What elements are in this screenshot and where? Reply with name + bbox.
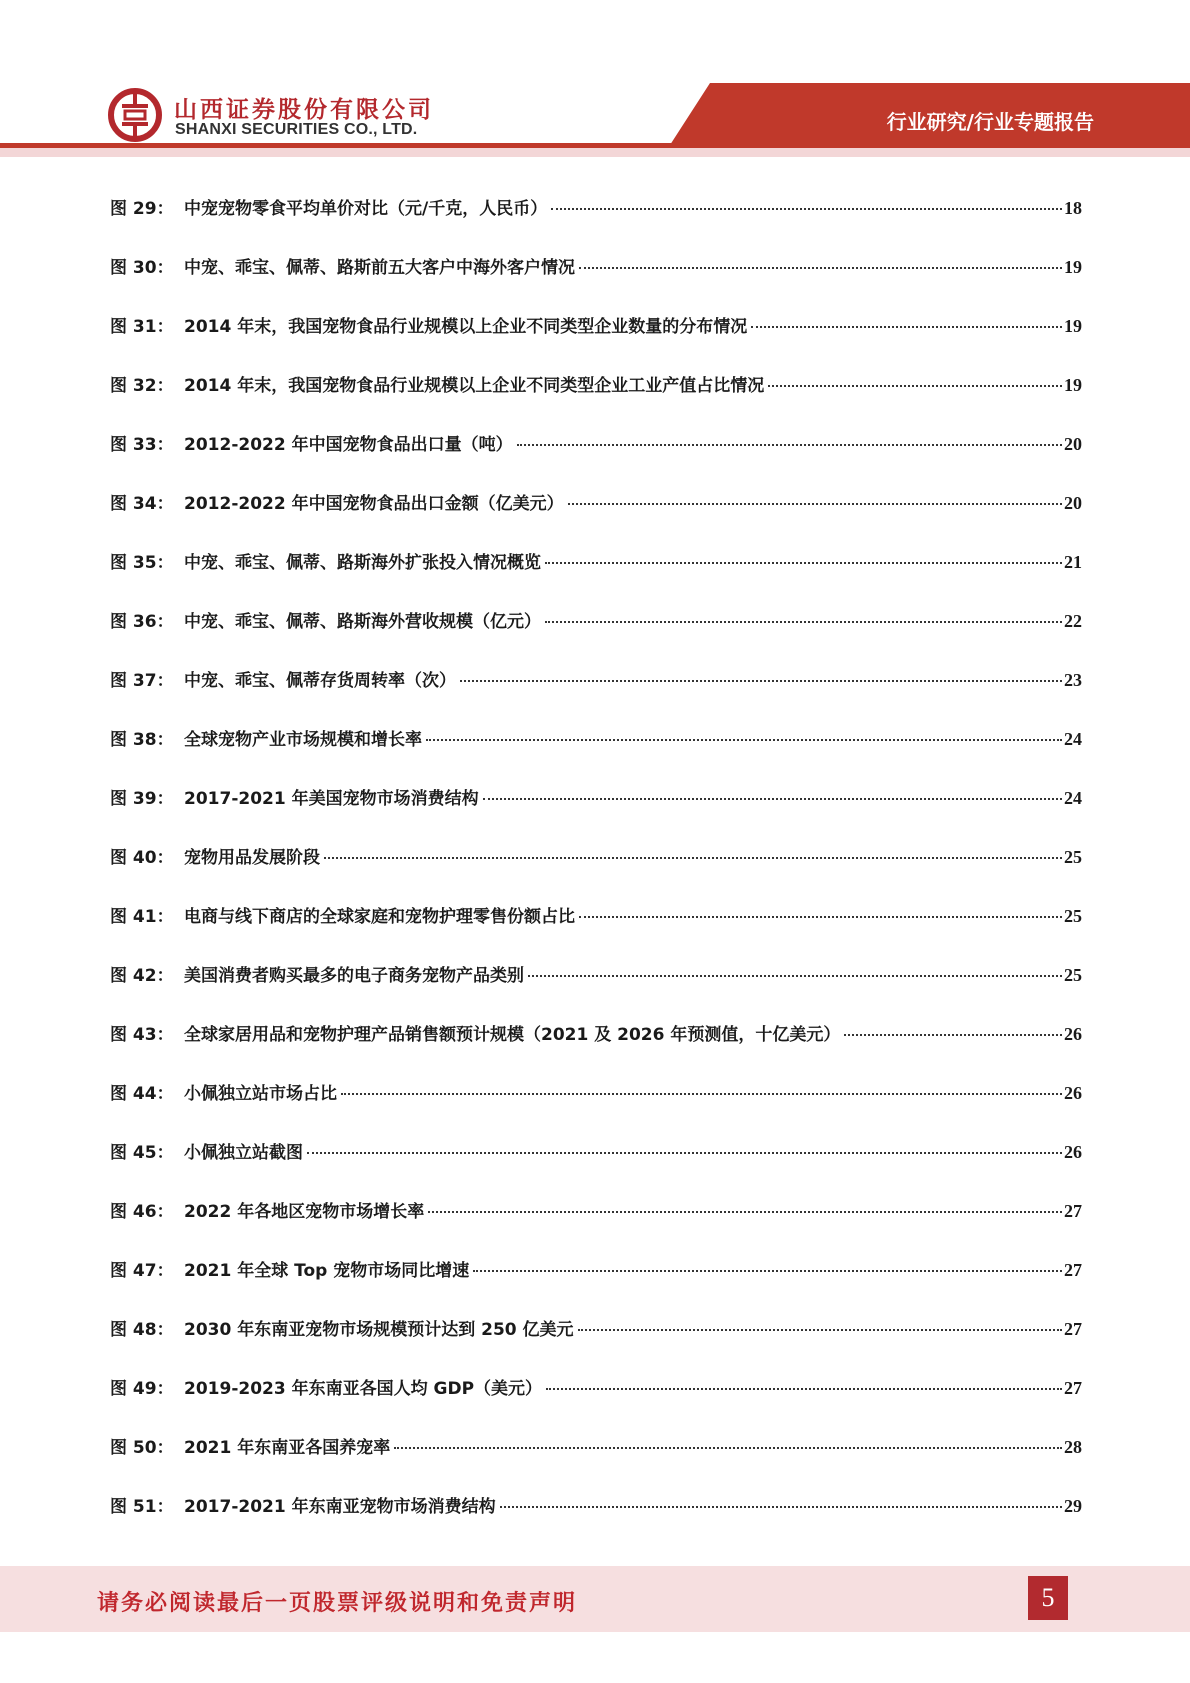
toc-entry[interactable] (110, 253, 1082, 312)
toc-entry[interactable] (110, 1315, 1082, 1374)
toc-entry-title: 中宠、乖宝、佩蒂存货周转率（次） (184, 671, 456, 691)
toc-entry-label: 图 44： (110, 1084, 174, 1104)
toc-entry[interactable] (110, 725, 1082, 784)
toc-entry-label: 图 46： (110, 1202, 174, 1222)
toc-entry-title: 2012-2022 年中国宠物食品出口金额（亿美元） (184, 494, 564, 514)
toc-dot-leader (500, 1506, 1062, 1508)
toc-entry-label: 图 40： (110, 848, 174, 868)
toc-dot-leader (483, 798, 1062, 800)
toc-entry-title: 2017-2021 年东南亚宠物市场消费结构 (184, 1497, 496, 1517)
toc-dot-leader (341, 1093, 1062, 1095)
toc-dot-leader (579, 267, 1062, 269)
toc-dot-leader (394, 1447, 1062, 1449)
toc-entry-label: 图 45： (110, 1143, 174, 1163)
toc-entry-title: 宠物用品发展阶段 (184, 848, 320, 868)
toc-dot-leader (579, 916, 1062, 918)
toc-entry-page: 19 (1064, 316, 1082, 336)
toc-entry-page: 19 (1064, 257, 1082, 277)
toc-entry-label: 图 37： (110, 671, 174, 691)
toc-entry[interactable] (110, 194, 1082, 253)
toc-entry-title: 2022 年各地区宠物市场增长率 (184, 1202, 425, 1222)
toc-entry[interactable] (110, 371, 1082, 430)
toc-entry[interactable] (110, 1197, 1082, 1256)
toc-entry[interactable] (110, 1079, 1082, 1138)
toc-entry-page: 20 (1064, 493, 1082, 513)
toc-entry-title: 中宠、乖宝、佩蒂、路斯前五大客户中海外客户情况 (184, 258, 575, 278)
toc-entry-label: 图 29： (110, 199, 174, 219)
toc-entry-title: 全球宠物产业市场规模和增长率 (184, 730, 422, 750)
toc-entry[interactable] (110, 843, 1082, 902)
toc-entry[interactable] (110, 666, 1082, 725)
toc-entry-label: 图 34： (110, 494, 174, 514)
toc-dot-leader (751, 326, 1062, 328)
toc-dot-leader (546, 1388, 1062, 1390)
toc-entry-page: 24 (1064, 729, 1082, 749)
toc-entry-label: 图 41： (110, 907, 174, 927)
toc-dot-leader (473, 1270, 1062, 1272)
toc-entry-page: 25 (1064, 906, 1082, 926)
toc-entry-label: 图 38： (110, 730, 174, 750)
page-number: 5 (1028, 1576, 1068, 1620)
toc-entry-page: 18 (1064, 198, 1082, 218)
toc-entry-label: 图 48： (110, 1320, 174, 1340)
toc-entry-page: 26 (1064, 1083, 1082, 1103)
toc-dot-leader (844, 1034, 1062, 1036)
toc-entry[interactable] (110, 312, 1082, 371)
toc-entry-page: 21 (1064, 552, 1082, 572)
toc-entry-label: 图 30： (110, 258, 174, 278)
toc-entry-title: 2021 年全球 Top 宠物市场同比增速 (184, 1261, 470, 1281)
toc-dot-leader (517, 444, 1062, 446)
toc-entry[interactable] (110, 1374, 1082, 1433)
toc-dot-leader (307, 1152, 1062, 1154)
header-band (0, 0, 1190, 165)
toc-dot-leader (428, 1211, 1062, 1213)
toc-entry-title: 2019-2023 年东南亚各国人均 GDP（美元） (184, 1379, 543, 1399)
toc-entry-page: 23 (1064, 670, 1082, 690)
toc-entry-label: 图 51： (110, 1497, 174, 1517)
toc-entry-label: 图 49： (110, 1379, 174, 1399)
toc-entry-label: 图 32： (110, 376, 174, 396)
toc-entry-title: 中宠、乖宝、佩蒂、路斯海外扩张投入情况概览 (184, 553, 541, 573)
toc-entry-title: 2030 年东南亚宠物市场规模预计达到 250 亿美元 (184, 1320, 574, 1340)
toc-entry[interactable] (110, 1138, 1082, 1197)
toc-entry-title: 2014 年末，我国宠物食品行业规模以上企业不同类型企业数量的分布情况 (184, 317, 748, 337)
toc-entry-title: 小佩独立站市场占比 (184, 1084, 337, 1104)
toc-entry-page: 27 (1064, 1378, 1082, 1398)
toc-entry-label: 图 36： (110, 612, 174, 632)
toc-dot-leader (460, 680, 1062, 682)
toc-dot-leader (426, 739, 1062, 741)
disclaimer-notice: 请务必阅读最后一页股票评级说明和免责声明 (97, 1591, 578, 1616)
toc-entry-title: 2017-2021 年美国宠物市场消费结构 (184, 789, 479, 809)
toc-entry[interactable] (110, 902, 1082, 961)
toc-entry-page: 27 (1064, 1319, 1082, 1339)
toc-entry[interactable] (110, 430, 1082, 489)
toc-entry-page: 27 (1064, 1260, 1082, 1280)
toc-dot-leader (545, 562, 1062, 564)
toc-dot-leader (551, 208, 1062, 210)
toc-entry-label: 图 39： (110, 789, 174, 809)
toc-entry[interactable] (110, 784, 1082, 843)
toc-entry-title: 小佩独立站截图 (184, 1143, 303, 1163)
toc-entry-page: 26 (1064, 1142, 1082, 1162)
toc-entry-title: 电商与线下商店的全球家庭和宠物护理零售份额占比 (184, 907, 575, 927)
toc-entry-page: 28 (1064, 1437, 1082, 1457)
toc-entry-page: 26 (1064, 1024, 1082, 1044)
toc-entry-title: 2014 年末，我国宠物食品行业规模以上企业不同类型企业工业产值占比情况 (184, 376, 765, 396)
toc-dot-leader (545, 621, 1062, 623)
toc-entry-page: 19 (1064, 375, 1082, 395)
toc-entry-title: 美国消费者购买最多的电子商务宠物产品类别 (184, 966, 524, 986)
page-footer (0, 1566, 1190, 1632)
toc-entry-label: 图 50： (110, 1438, 174, 1458)
toc-entry-page: 25 (1064, 847, 1082, 867)
toc-entry-page: 24 (1064, 788, 1082, 808)
toc-entry-page: 27 (1064, 1201, 1082, 1221)
toc-entry-page: 29 (1064, 1496, 1082, 1516)
toc-entry-label: 图 47： (110, 1261, 174, 1281)
company-name-cn: 山西证券股份有限公司 (174, 97, 434, 123)
toc-entry-page: 25 (1064, 965, 1082, 985)
toc-entry[interactable] (110, 1256, 1082, 1315)
toc-entry[interactable] (110, 1020, 1082, 1079)
toc-entry-page: 20 (1064, 434, 1082, 454)
report-type-label: 行业研究/行业专题报告 (886, 110, 1094, 134)
toc-entry[interactable] (110, 607, 1082, 666)
toc-dot-leader (568, 503, 1062, 505)
toc-dot-leader (324, 857, 1062, 859)
toc-entry-label: 图 42： (110, 966, 174, 986)
toc-entry-title: 2012-2022 年中国宠物食品出口量（吨） (184, 435, 513, 455)
toc-entry-label: 图 33： (110, 435, 174, 455)
page-header (0, 0, 1190, 165)
toc-entry-title: 2021 年东南亚各国养宠率 (184, 1438, 391, 1458)
toc-entry-title: 中宠宠物零食平均单价对比（元/千克，人民币） (184, 199, 548, 219)
company-name-en: SHANXI SECURITIES CO., LTD. (175, 121, 418, 138)
toc-entry-page: 22 (1064, 611, 1082, 631)
toc-entry-title: 全球家居用品和宠物护理产品销售额预计规模（2021 及 2026 年预测值，十亿美元） (184, 1025, 841, 1045)
toc-dot-leader (578, 1329, 1062, 1331)
toc-entry[interactable] (110, 1433, 1082, 1492)
toc-entry[interactable] (110, 548, 1082, 607)
toc-dot-leader (528, 975, 1062, 977)
toc-entry-label: 图 43： (110, 1025, 174, 1045)
toc-dot-leader (768, 385, 1062, 387)
toc-entry[interactable] (110, 489, 1082, 548)
toc-entry-title: 中宠、乖宝、佩蒂、路斯海外营收规模（亿元） (184, 612, 541, 632)
toc-entry-label: 图 31： (110, 317, 174, 337)
toc-entry[interactable] (110, 1492, 1082, 1551)
shanxi-securities-logo-icon (108, 88, 162, 142)
toc-entry-label: 图 35： (110, 553, 174, 573)
figure-toc-list (110, 194, 1082, 1551)
toc-entry[interactable] (110, 961, 1082, 1020)
